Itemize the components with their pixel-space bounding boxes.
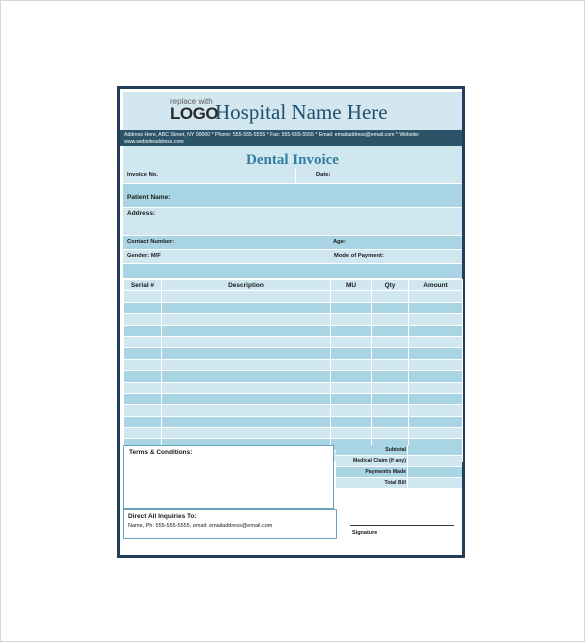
table-cell [372,348,409,359]
terms-box [123,445,334,509]
table-cell [409,428,463,439]
logo-placeholder-caption: replace with [170,97,213,106]
table-cell [372,371,409,382]
payments-made-value [407,467,462,477]
address-row [123,208,462,236]
table-row [124,302,463,313]
inquiries-box [123,509,337,539]
invoice-title: Dental Invoice [246,152,339,168]
table-header-row [124,280,463,291]
patient-name-row [123,184,462,208]
table-cell [331,325,372,336]
table-cell [372,359,409,370]
table-cell [372,382,409,393]
table-cell [372,291,409,302]
table-cell [331,428,372,439]
table-cell [331,291,372,302]
table-row [124,405,463,416]
table-cell [331,371,372,382]
table-cell [162,314,331,325]
table-cell [331,405,372,416]
inquiries-contact: Name, Ph: 555-555-5555, email: emailaddress@email.com [128,523,273,529]
table-cell [162,291,331,302]
table-cell [331,359,372,370]
terms-label: Terms & Conditions: [129,449,193,456]
gender-label: Gender: M/F [127,253,161,259]
table-cell [331,393,372,404]
table-cell [409,405,463,416]
table-cell [372,428,409,439]
table-cell [331,416,372,427]
medical-claim-value [407,456,462,466]
column-header: Description [162,280,331,291]
spacer-row [123,264,462,279]
invoice-document [117,86,465,558]
inquiries-title: Direct All Inquiries To: [128,513,197,520]
medical-claim-label: Medical Claim (if any) [352,458,406,464]
subtotal-label: Subtotal [385,447,406,453]
table-cell [409,314,463,325]
table-cell [372,405,409,416]
table-cell [331,348,372,359]
row-divider [295,169,296,184]
table-cell [124,405,162,416]
table-cell [124,302,162,313]
table-cell [124,393,162,404]
table-cell [124,291,162,302]
table-cell [162,393,331,404]
column-header: Serial # [124,280,162,291]
column-header: Amount [409,280,463,291]
payments-made-label: Payment/s Made [365,469,406,475]
invoice-no-row [123,169,462,184]
table-row [124,382,463,393]
table-cell [409,382,463,393]
table-cell [124,336,162,347]
table-cell [162,416,331,427]
table-cell [124,416,162,427]
table-cell [124,325,162,336]
table-row [124,371,463,382]
table-cell [124,314,162,325]
items-table [123,279,462,462]
logo-placeholder: LOGO [170,104,219,123]
table-cell [372,302,409,313]
table-cell [331,382,372,393]
table-cell [409,302,463,313]
table-cell [162,348,331,359]
table-row [124,428,463,439]
table-cell [124,348,162,359]
medical-claim-row [336,456,462,467]
table-cell [124,371,162,382]
signature-label: Signature [352,530,378,536]
total-bill-row [336,478,462,489]
address-label: Address: [127,210,156,217]
table-cell [409,325,463,336]
table-cell [372,314,409,325]
total-bill-label: Total Bill [384,480,406,486]
subtotal-value [407,445,462,455]
table-cell [162,336,331,347]
table-cell [372,393,409,404]
table-cell [372,336,409,347]
table-cell [409,393,463,404]
invoice-header [123,92,462,130]
gender-row [123,250,462,264]
column-header: MU [331,280,372,291]
table-cell [162,382,331,393]
table-row [124,393,463,404]
table-cell [409,348,463,359]
table-cell [372,325,409,336]
total-bill-value [407,478,462,488]
contact-info-bar: Address Here, ABC Street, NY 00000 * Phone: 555-555-5555 * Fax: 555-555-5555 * Email: emailaddress@email.com * Website: www.websiteaddress.com [120,130,462,146]
table-cell [331,336,372,347]
age-label: Age: [333,239,346,245]
column-header: Qty [372,280,409,291]
table-cell [409,416,463,427]
payments-made-row [336,467,462,478]
mode-of-payment-label: Mode of Payment: [334,253,384,259]
table-cell [331,314,372,325]
hospital-name: Hospital Name Here [215,100,388,124]
table-cell [124,382,162,393]
subtotal-row [336,445,462,456]
table-row [124,325,463,336]
invoice-no-label: Invoice No. [127,172,158,178]
table-row [124,291,463,302]
contact-number-label: Contact Number: [127,239,175,245]
table-cell [162,405,331,416]
table-cell [409,359,463,370]
table-row [124,359,463,370]
contact-number-row [123,236,462,250]
table-cell [409,336,463,347]
table-cell [331,302,372,313]
table-cell [409,371,463,382]
date-label: Date: [316,172,331,178]
table-cell [124,359,162,370]
table-cell [162,325,331,336]
table-cell [372,416,409,427]
table-cell [162,428,331,439]
table-cell [162,371,331,382]
table-cell [409,291,463,302]
table-row [124,314,463,325]
table-cell [124,428,162,439]
signature-line [350,525,454,526]
table-row [124,348,463,359]
patient-name-label: Patient Name: [127,194,171,201]
table-cell [162,302,331,313]
table-row [124,336,463,347]
table-cell [162,359,331,370]
table-row [124,416,463,427]
